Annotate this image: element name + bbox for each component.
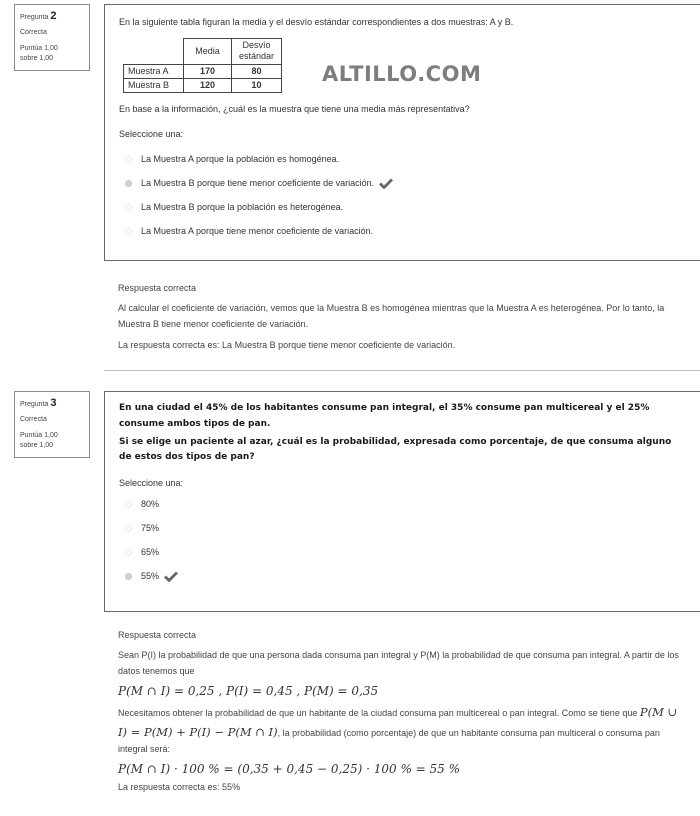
answer-label: 80% (141, 499, 160, 509)
answer-label: 75% (141, 523, 160, 533)
radio-button-selected[interactable] (125, 573, 132, 580)
answer-option[interactable] (119, 219, 686, 243)
answer-options (119, 147, 686, 243)
feedback-heading: Respuesta correcta (118, 283, 197, 293)
answer-label: La Muestra B porque tiene menor coeficiente de variación. (141, 178, 375, 189)
question-text: Si se elige un paciente al azar, ¿cuál es la probabilidad, expresada como porcentaje, de que consuma alguno de estos dos tipos de pan? (119, 436, 672, 463)
answer-label: 55% (141, 571, 160, 581)
question-3-content (104, 391, 700, 612)
select-prompt: Seleccione una: (119, 478, 184, 488)
radio-button-selected[interactable] (125, 180, 132, 187)
radio-button[interactable] (125, 156, 132, 163)
answer-option[interactable] (119, 564, 686, 588)
question-points: Puntúa 1,00 (20, 45, 58, 52)
check-icon (164, 571, 178, 582)
radio-button[interactable] (125, 525, 132, 532)
answer-option[interactable] (119, 147, 686, 171)
question-2-content (104, 4, 700, 261)
table-cell: 10 (232, 78, 282, 92)
divider (104, 370, 700, 371)
question-status: Correcta (20, 416, 47, 423)
watermark-logo: ALTILLO.COM (322, 62, 482, 86)
radio-button[interactable] (125, 204, 132, 211)
answer-label: La Muestra A porque tiene menor coeficiente de variación. (141, 226, 374, 237)
data-table (123, 38, 282, 93)
table-row-label: Muestra B (124, 78, 184, 92)
question-points-max: sobre 1,00 (20, 55, 54, 63)
answer-label: 65% (141, 547, 160, 557)
answer-option[interactable] (119, 516, 686, 540)
question-3-info (14, 391, 90, 458)
answer-options (119, 492, 686, 588)
question-points-max: sobre 1,00 (20, 442, 54, 450)
question-text: En una ciudad el 45% de los habitantes consume pan integral, el 35% consume pan multicereal y el 25% consume ambos tipos de pan. (119, 403, 650, 429)
feedback-heading: Respuesta correcta (118, 630, 197, 640)
table-header: Desvío estándar (232, 38, 282, 64)
answer-option[interactable] (119, 195, 686, 219)
answer-option[interactable] (119, 171, 686, 195)
table-cell: 120 (184, 78, 232, 92)
answer-option[interactable] (119, 540, 686, 564)
radio-button[interactable] (125, 228, 132, 235)
question-number: Pregunta 3 (20, 397, 57, 409)
feedback-paragraph: Necesitamos obtener la probabilidad de que un habitante de la ciudad consuma pan multicereal o pan integral. Como se tiene que P(M ∪ I) = P(M) + P(I) − P(M ∩ I), la probabilidad (como porcentaje) de que un habitante consuma pan multiceral o consuma pan integral será: (118, 704, 678, 754)
check-icon (379, 178, 393, 189)
question-3-feedback (104, 630, 694, 795)
equation: P(M ∩ I) = 0,25 , P(I) = 0,45 , P(M) = 0,35 (118, 683, 379, 698)
table-cell: 80 (232, 64, 282, 78)
question-prompt-text: En base a la información, ¿cuál es la muestra que tiene una media más representativa? (119, 103, 470, 114)
inline-equation: P(M ∪ I) = P(M) + P(I) − P(M ∩ I) (118, 704, 678, 739)
question-text: En la siguiente tabla figuran la media y el desvío estándar correspondientes a dos muestras: A y B. (119, 17, 514, 27)
select-prompt: Seleccione una: (119, 129, 184, 140)
table-header: Media (184, 38, 232, 64)
question-number: Pregunta 2 (20, 10, 57, 22)
table-row-label: Muestra A (124, 64, 184, 78)
question-2-info (14, 4, 90, 71)
question-2-feedback (104, 283, 694, 353)
feedback-correct-answer: La respuesta correcta es: 55% (118, 781, 241, 792)
answer-label: La Muestra B porque la población es heterogénea. (141, 202, 344, 213)
answer-option[interactable] (119, 492, 686, 516)
table-cell: 170 (184, 64, 232, 78)
question-status: Correcta (20, 29, 47, 36)
question-points: Puntúa 1,00 (20, 432, 58, 439)
feedback-explanation: Al calcular el coeficiente de variación, vemos que la Muestra B es homogénea mientras que la Muestra A es heterogénea. Por lo tanto, la Muestra B tiene menor coeficiente de variación. (118, 303, 665, 329)
answer-label: La Muestra A porque la población es homogénea. (141, 154, 340, 165)
radio-button[interactable] (125, 549, 132, 556)
feedback-correct-answer: La respuesta correcta es: La Muestra B porque tiene menor coeficiente de variación. (118, 339, 456, 350)
equation: P(M ∩ I) · 100 % = (0,35 + 0,45 − 0,25) · 100 % = 55 % (118, 761, 461, 776)
radio-button[interactable] (125, 501, 132, 508)
feedback-paragraph: Sean P(I) la probabilidad de que una persona dada consuma pan integral y P(M) la probabilidad de que consuma pan integral. A partir de los datos tenemos que (118, 650, 679, 676)
